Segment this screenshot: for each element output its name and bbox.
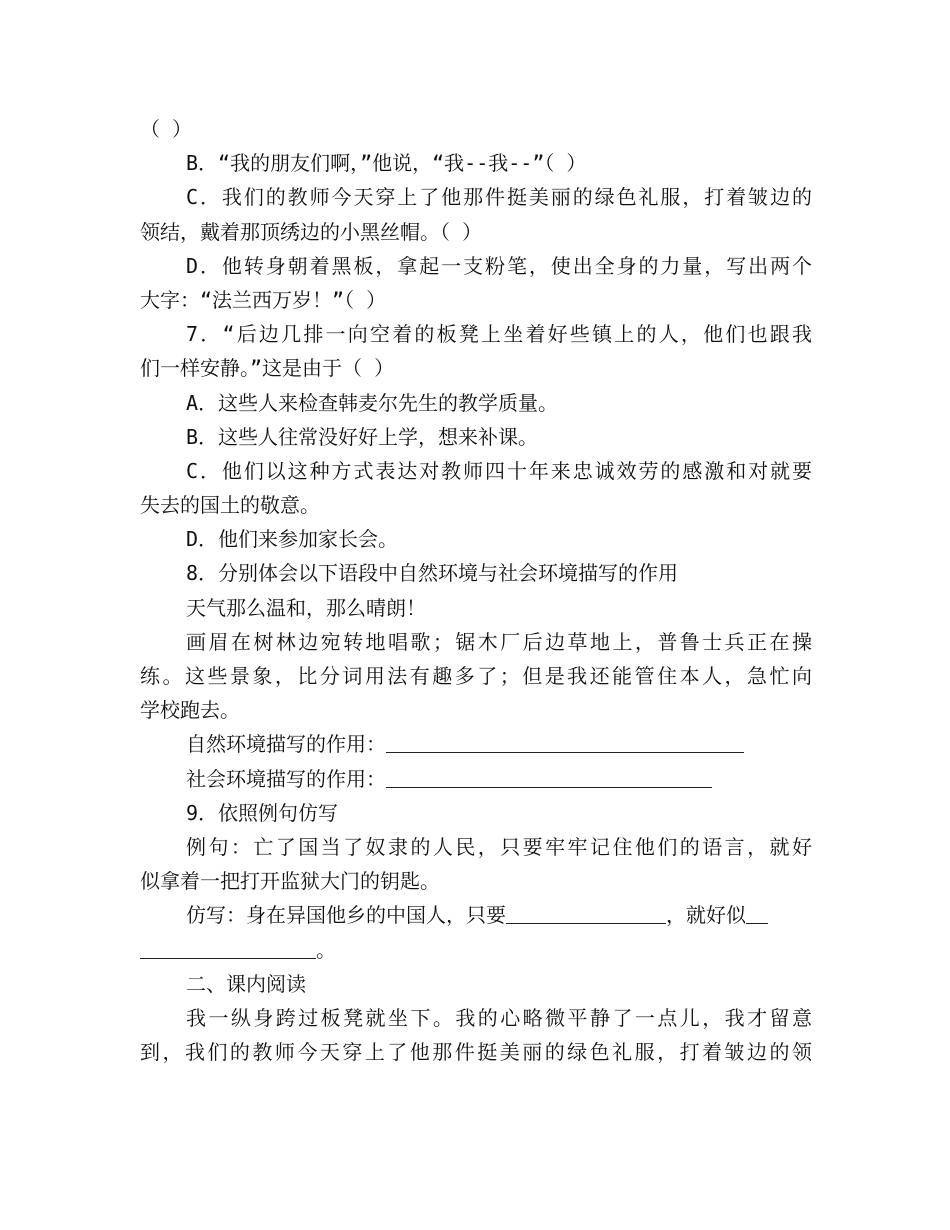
passage-line: 天气那么温和，那么晴朗！ — [186, 595, 426, 620]
natural-environment-answer — [140, 727, 812, 761]
question-8-title: 8．分别体会以下语段中自然环境与社会环境描写的作用 — [186, 561, 679, 586]
imitation-line-1 — [140, 898, 812, 932]
social-environment-answer — [140, 762, 812, 796]
question-7-option-a: A．这些人来检查韩麦尔先生的教学质量。 — [186, 390, 559, 415]
question-7-option-b: B．这些人往常没好好上学，想来补课。 — [186, 424, 539, 449]
question-6c-line-2: 领结，戴着那顶绣边的小黑丝帽。（ ） — [140, 219, 483, 244]
imitation-middle: ，就好似 — [666, 903, 746, 928]
reading-passage-line-1: 我一纵身跨过板凳就坐下。我的心略微平静了一点儿，我才留意 — [186, 1005, 812, 1030]
question-7-line-1: 7．“后边几排一向空着的板凳上坐着好些镇上的人，他们也跟我 — [186, 322, 812, 347]
question-6b: B．“我的朋友们啊，”他说，“我--我--”（ ） — [186, 151, 587, 176]
question-6d-line-1: D．他转身朝着黑板，拿起一支粉笔，使出全身的力量，写出两个 — [186, 253, 812, 278]
question-7-line-2: 们一样安静。”这是由于（ ） — [140, 356, 395, 381]
answer-label: 自然环境描写的作用： — [186, 732, 386, 757]
answer-blank[interactable] — [386, 732, 744, 753]
question-7-option-c-line-2: 失去的国土的敬意。 — [140, 493, 320, 518]
section-heading: 二、课内阅读 — [186, 971, 306, 996]
passage-line: 练。这些景象，比分词用法有趣多了；但是我还能管住本人，急忙向 — [140, 664, 812, 688]
passage-line: 画眉在树林边宛转地唱歌；锯木厂后边草地上，普鲁士兵正在操 — [186, 629, 812, 654]
imitation-blank-1[interactable] — [506, 903, 666, 924]
imitation-line-2 — [140, 933, 812, 967]
question-7-option-d: D．他们来参加家长会。 — [186, 527, 399, 552]
example-sentence-line-1: 例句：亡了国当了奴隶的人民，只要牢牢记住他们的语言，就好 — [186, 834, 812, 859]
question-9-title: 9．依照例句仿写 — [186, 800, 339, 825]
imitation-prefix: 仿写：身在异国他乡的中国人，只要 — [186, 903, 506, 928]
reading-passage-line-2: 到，我们的教师今天穿上了他那件挺美丽的绿色礼服，打着皱边的领 — [140, 1040, 812, 1065]
document-page — [140, 112, 812, 1069]
answer-blank[interactable] — [386, 767, 712, 788]
imitation-blank-2[interactable] — [746, 903, 768, 924]
passage-line: 学校跑去。 — [140, 698, 240, 723]
text-line: （ ） — [140, 117, 193, 141]
question-7-option-c-line-1: C．他们以这种方式表达对教师四十年来忠诚效劳的感激和对就要 — [186, 458, 812, 483]
imitation-end: 。 — [316, 937, 336, 962]
imitation-blank-2-continued[interactable] — [140, 938, 316, 959]
question-6d-line-2: 大字：“法兰西万岁！”（ ） — [140, 287, 387, 312]
question-6c-line-1: C．我们的教师今天穿上了他那件挺美丽的绿色礼服，打着皱边的 — [186, 185, 812, 210]
answer-label: 社会环境描写的作用： — [186, 766, 386, 791]
example-sentence-line-2: 似拿着一把打开监狱大门的钥匙。 — [140, 869, 440, 894]
